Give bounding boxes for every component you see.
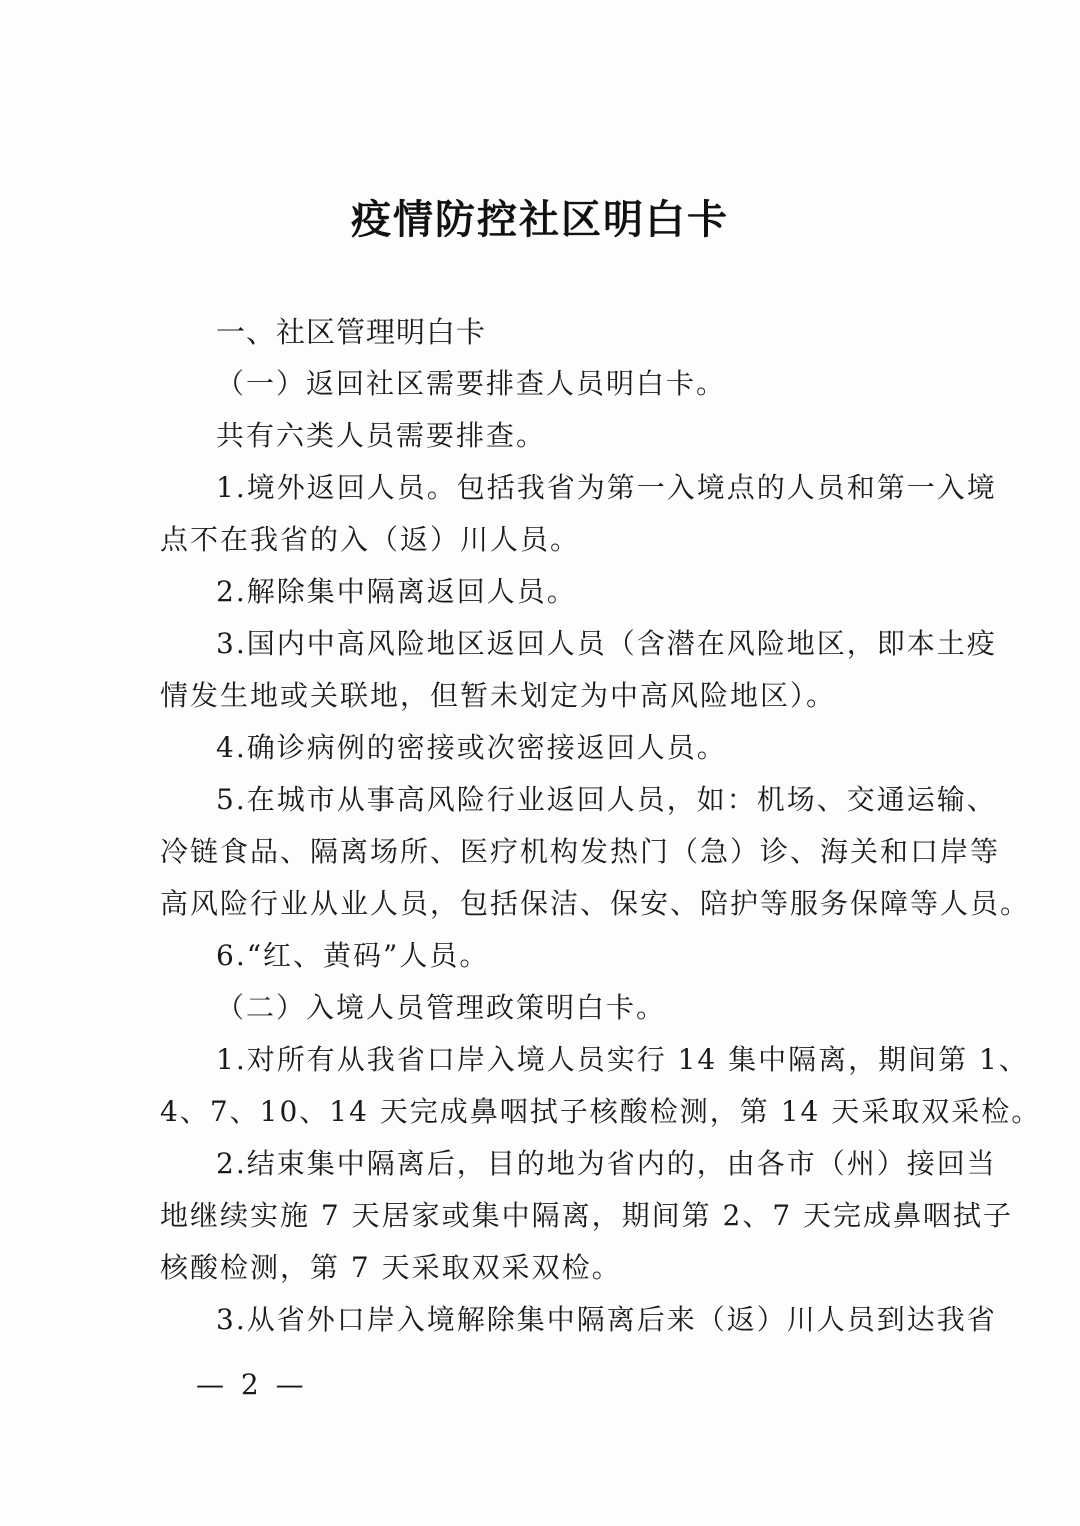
list-item-continuation: 地继续实施 7 天居家或集中隔离，期间第 2、7 天完成鼻咽拭子: [160, 1199, 1014, 1232]
list-item-line: 5.在城市从事高风险行业返回人员，如：机场、交通运输、: [216, 783, 997, 816]
list-item-line: 6.“红、黄码”人员。: [216, 939, 490, 972]
list-item-line: 3.从省外口岸入境解除集中隔离后来（返）川人员到达我省: [216, 1303, 997, 1336]
list-item-line: 3.国内中高风险地区返回人员（含潜在风险地区，即本土疫: [216, 627, 997, 660]
list-item-line: 1.对所有从我省口岸入境人员实行 14 集中隔离，期间第 1、: [216, 1043, 1029, 1076]
document-body: [160, 306, 1042, 1346]
list-item-continuation: 点不在我省的入（返）川人员。: [160, 523, 581, 556]
list-item-continuation: 核酸检测，第 7 天采取双采双检。: [160, 1251, 622, 1284]
paragraph-line: 共有六类人员需要排查。: [216, 419, 547, 452]
subsection-heading: （一）返回社区需要排查人员明白卡。: [216, 367, 727, 400]
list-item-line: 2.结束集中隔离后，目的地为省内的，由各市（州）接回当: [216, 1147, 997, 1180]
list-item-line: 4.确诊病例的密接或次密接返回人员。: [216, 731, 727, 764]
section-heading: 一、社区管理明白卡: [216, 315, 487, 349]
list-item-line: 2.解除集中隔离返回人员。: [216, 575, 577, 608]
list-item-line: 1.境外返回人员。包括我省为第一入境点的人员和第一入境: [216, 471, 997, 504]
list-item-continuation: 4、7、10、14 天完成鼻咽拭子核酸检测，第 14 天采取双采检。: [160, 1095, 1042, 1128]
list-item-continuation: 冷链食品、隔离场所、医疗机构发热门（急）诊、海关和口岸等: [160, 835, 1001, 868]
document-title: 疫情防控社区明白卡: [351, 197, 729, 243]
subsection-heading: （二）入境人员管理政策明白卡。: [216, 991, 667, 1024]
list-item-continuation: 高风险行业从业人员，包括保洁、保安、陪护等服务保障等人员。: [160, 887, 1031, 920]
list-item-continuation: 情发生地或关联地，但暂未划定为中高风险地区）。: [160, 679, 837, 712]
page-number: — 2 —: [196, 1368, 308, 1401]
